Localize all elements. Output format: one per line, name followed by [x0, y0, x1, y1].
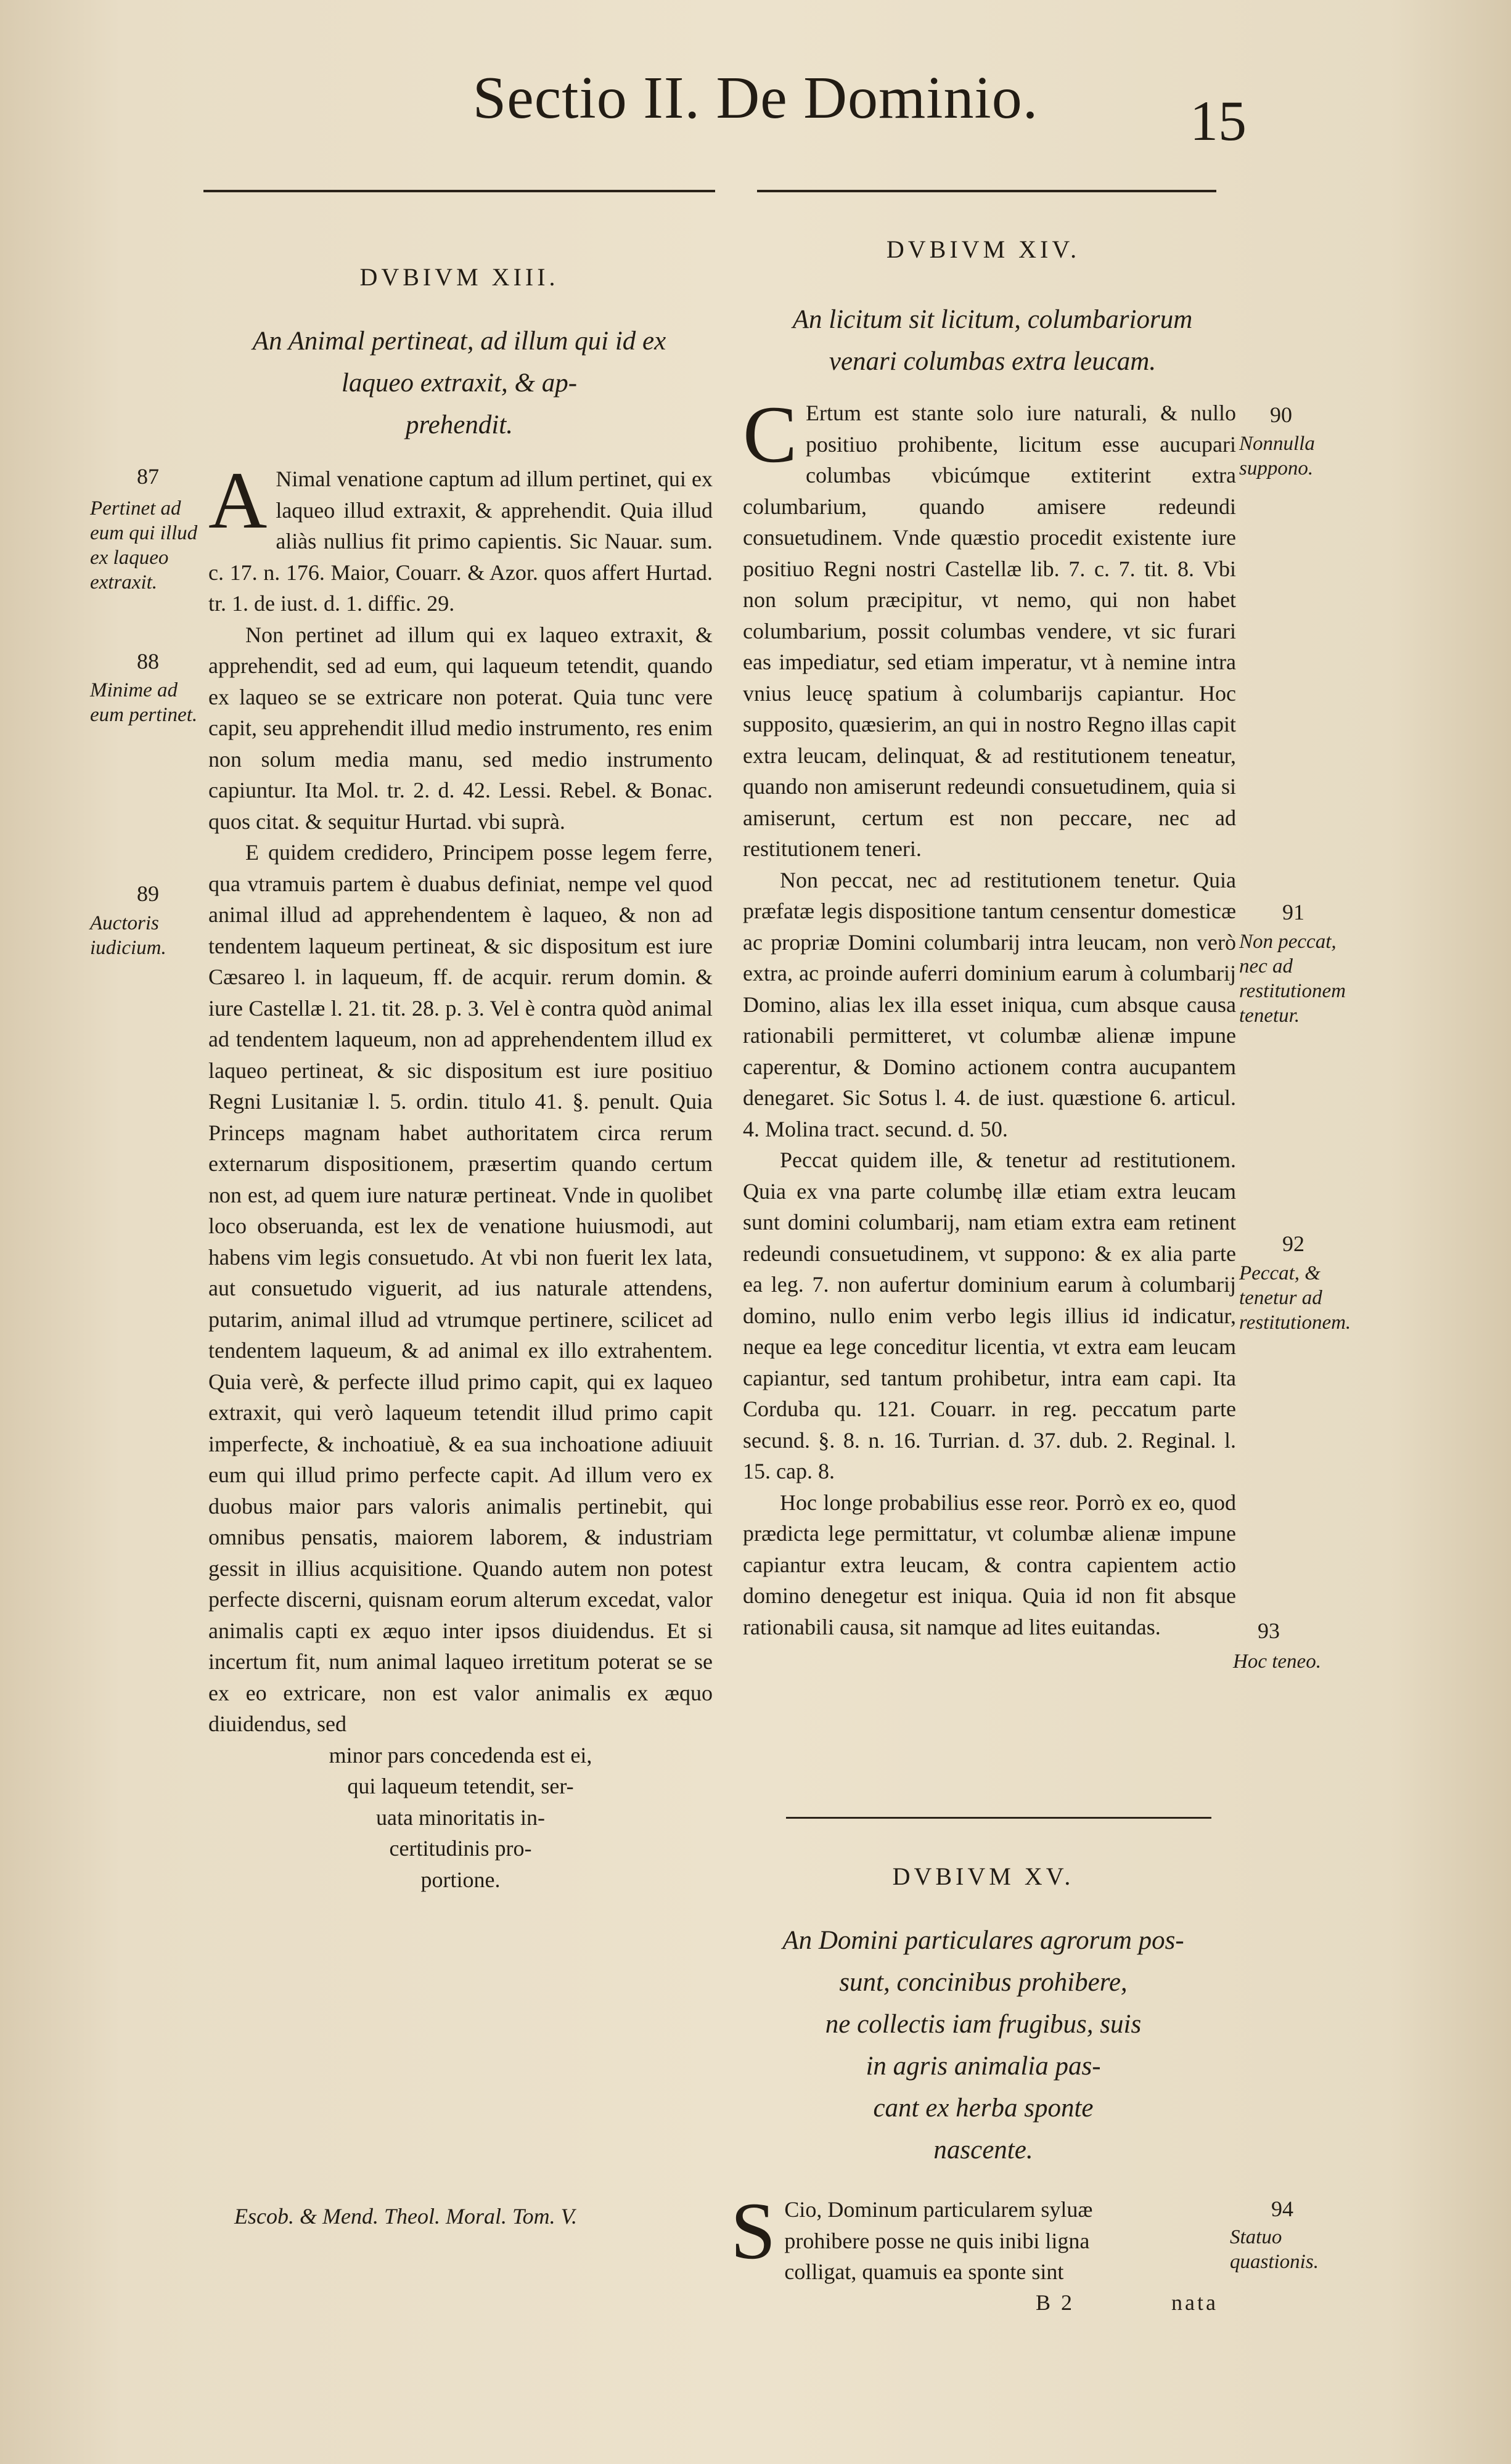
margin-number: 88: [137, 649, 159, 674]
margin-number: 89: [137, 881, 159, 906]
header-rule-left: [203, 190, 715, 192]
taper-line: certitudinis pro-: [389, 1836, 532, 1861]
dubium-xiii-body: [208, 455, 713, 1895]
margin-note: Peccat, & tenetur ad restitutionem.: [1239, 1262, 1351, 1334]
dubium-xiii-question: [203, 320, 715, 446]
running-header-title: Sectio II. De Dominio.: [472, 65, 1039, 131]
drop-cap: S: [731, 2185, 776, 2276]
taper-line: portione.: [420, 1867, 501, 1892]
margin-note: Auctoris iudicium.: [90, 912, 166, 959]
question-line: An licitum sit licitum, columbariorum: [792, 305, 1193, 334]
footer-imprint: Escob. & Mend. Theol. Moral. Tom. V.: [234, 2204, 578, 2229]
dubium-xiv-body: [743, 389, 1236, 1642]
question-line: in agris animalia pas-: [866, 2052, 1101, 2081]
question-line: An Domini particulares agrorum pos-: [782, 1926, 1184, 1955]
dubium-xiv-heading: DVBIVM XIV.: [886, 235, 1081, 263]
body-line: Cio, Dominum particularem syluæ: [784, 2197, 1093, 2222]
margin-number: 92: [1282, 1231, 1304, 1256]
body-line: colligat, quamuis ea sponte sint: [784, 2259, 1064, 2284]
question-line: venari columbas extra leucam.: [829, 347, 1157, 376]
taper-line: qui laqueum tetendit, ser-: [347, 1774, 574, 1798]
paragraph-91: Non peccat, nec ad restitutionem tenetur. Quia præfatæ legis dispositione tantum censentur domesticæ ac propriæ Domini columbarij intra leucam, non verò extra, ac proinde auferri dominium earum à columbarij Domino, alias lex illa esset iniqua, cum absque causa rationabili permitteret, vt columbæ alienæ impune caperentur, & Domino actionem contra aucupantem denegaret. Sic Sotus l. 4. de iust. quæstione 6. articul. 4. Molina tract. secund. d. 50.: [743, 867, 1236, 1141]
margin-note: Statuo quastionis.: [1230, 2226, 1319, 2273]
margin-number: 90: [1270, 402, 1292, 427]
signature-mark: B 2: [1036, 2290, 1075, 2315]
question-line: cant ex herba sponte: [873, 2094, 1094, 2123]
margin-note: Nonnulla suppono.: [1239, 433, 1315, 479]
taper-line: minor pars concedenda est ei,: [329, 1742, 592, 1768]
section-rule: [786, 1817, 1211, 1819]
paragraph-92: Peccat quidem ille, & tenetur ad restitutionem. Quia ex vna parte columbę illæ etiam extra leucam sunt domini columbarij, nam etiam extra eam retinent redeundi consuetudinem, vt suppono: & ex alia parte ea leg. 7. non aufertur dominium earum à columbarij domino, nullo enim verbo legis illius id indicatur, neque ea lege conceditur licentia, vt extra eam leucam capiantur, sed tantum prohibetur, intra eam capi. Ita Corduba qu. 121. Couarr. in reg. peccatum parte secund. §. 8. n. 16. Turrian. d. 37. dub. 2. Reginal. l. 15. cap. 8.: [743, 1148, 1236, 1483]
margin-note: Non peccat, nec ad restitutionem tenetur.: [1239, 931, 1346, 1027]
margin-note: Minime ad eum pertinet.: [90, 679, 198, 726]
margin-note: Hoc teneo.: [1233, 1650, 1321, 1673]
margin-number: 94: [1271, 2197, 1293, 2221]
dubium-xv-question: [731, 1920, 1236, 2171]
taper-line: uata minoritatis in-: [376, 1805, 545, 1830]
drop-cap: A: [208, 455, 268, 545]
header-rule-right: [757, 190, 1216, 192]
paragraph-93: Hoc longe probabilius esse reor. Porrò ex eo, quod prædicta lege permittatur, vt columbæ alienæ impune capiantur extra leucam, & contra capientem actio domino denegetur est iniqua. Quia id non fit absque rationabili causa, sit namque ad lites euitandas.: [743, 1490, 1236, 1639]
question-line: prehendit.: [406, 410, 513, 439]
drop-cap: C: [743, 389, 798, 479]
question-line: sunt, concinibus prohibere,: [839, 1968, 1128, 1997]
dubium-xv-heading: DVBIVM XV.: [892, 1862, 1075, 1890]
dubium-xiv-question: [740, 299, 1245, 383]
margin-note: Pertinet ad eum qui illud ex laqueo extraxit.: [90, 497, 198, 594]
paragraph-89: E quidem credidero, Principem posse legem ferre, qua vtramuis partem è duabus definiat, nempe vel quod animal illud ad apprehendentem è laqueo, & non ad tendentem laqueum pertineat, & sic dispositum est iure Cæsareo l. in laqueum, ff. de acquir. rerum domin. & iure Castellæ l. 21. tit. 28. p. 3. Vel è contra quòd animal ad tendentem laqueum, non ad apprehendentem illud ex laqueo pertineat, & sic dispositum est iure positiuo Regni Lusitaniæ l. 5. ordin. titulo 41. §. penult. Quia Princeps magnam habet authoritatem circa rerum externarum dispositionem, præsertim quando certum non est, ad quem iure naturæ pertineat. Vnde in quolibet loco obseruanda, est lex de venatione huiusmodi, aut habens vim legis consuetudo. At vbi non fuerit lex lata, aut consuetudo viguerit, ad ius naturale attendens, putarim, animal illud ad vtrumque pertinere, scilicet ad tendentem laqueum, & ad animal ex illo extrahentem. Quia verè, & perfecte illud primo capit, qui ex laqueo extraxit, qui verò laqueum tetendit illud primo capit imperfecte, & inchoatiuè, & ea sua inchoatione adiuuit eum qui illud primo perfecte capit. Ad illum vero ex duobus maior pars valoris animalis pertinebit, qui omnibus pensatis, maiorem laborem, & industriam gessit in illius acquisitione. Quando autem non potest perfecte discerni, quisnam eorum alterum excedat, valor animalis capti ex æquo inter ipsos diuidendus. Et si incertum fit, num animal laqueo irretitum poterat se se ex eo extricare, non est valor animalis ex æquo diuidendus, sed: [208, 840, 713, 1736]
dubium-xiii-heading: DVBIVM XIII.: [359, 263, 559, 291]
paragraph-88: Non pertinet ad illum qui ex laqueo extraxit, & apprehendit, sed ad eum, qui laqueum tetendit, quando ex laqueo se se extricare non poterat. Quia tunc vere capit, seu apprehendit illud medio instrumento, res enim non solum media manu, sed medio instrumento capiuntur. Ita Mol. tr. 2. d. 42. Lessi. Rebel. & Bonac. quos citat. & sequitur Hurtad. vbi suprà.: [208, 622, 713, 834]
margin-number: 93: [1258, 1618, 1280, 1643]
catchword: nata: [1171, 2290, 1218, 2315]
question-line: An Animal pertineat, ad illum qui id ex: [252, 327, 666, 356]
body-line: prohibere posse ne quis inibi ligna: [784, 2228, 1090, 2253]
paragraph-87: A Nimal venatione captum ad illum pertinet, qui ex laqueo illud extraxit, & apprehendit. Quia illud aliàs nullius fit primo capientis. Sic Nauar. sum. c. 17. n. 176. Maior, Couarr. & Azor. quos affert Hurtad. tr. 1. de iust. d. 1. diffic. 29.: [208, 455, 713, 616]
margin-number: 91: [1282, 900, 1304, 924]
question-line: nascente.: [933, 2136, 1033, 2164]
question-line: ne collectis iam frugibus, suis: [825, 2010, 1142, 2039]
tapered-conclusion: [208, 1740, 713, 1896]
dubium-xv-body: [731, 2185, 1211, 2288]
question-line: laqueo extraxit, & ap-: [341, 369, 578, 398]
margin-number: 87: [137, 464, 159, 489]
paragraph-90: C Ertum est stante solo iure naturali, & nullo positiuo prohibente, licitum esse aucupari columbas vbicúmque extiterint extra columbarium, quando amisere redeundi consuetudinem. Vnde quæstio procedit existente iure positiuo Regni nostri Castellæ lib. 7. c. 7. tit. 8. Vbi non solum præcipitur, vt nemo, qui non habet columbarium, possit columbas vendere, vt sic furari eas impediatur, sed etiam imperatur, vt à nemine intra vnius leucę spatium à columbarijs capiantur. Hoc supposito, quæsierim, an qui in nostro Regno illas capit extra leucam, delinquat, & ad restitutionem teneatur, quando non amiserunt redeundi consuetudinem, quia si amiserunt, certum est non peccare, nec ad restitutionem teneri.: [743, 389, 1236, 861]
page-number: 15: [1190, 89, 1247, 152]
